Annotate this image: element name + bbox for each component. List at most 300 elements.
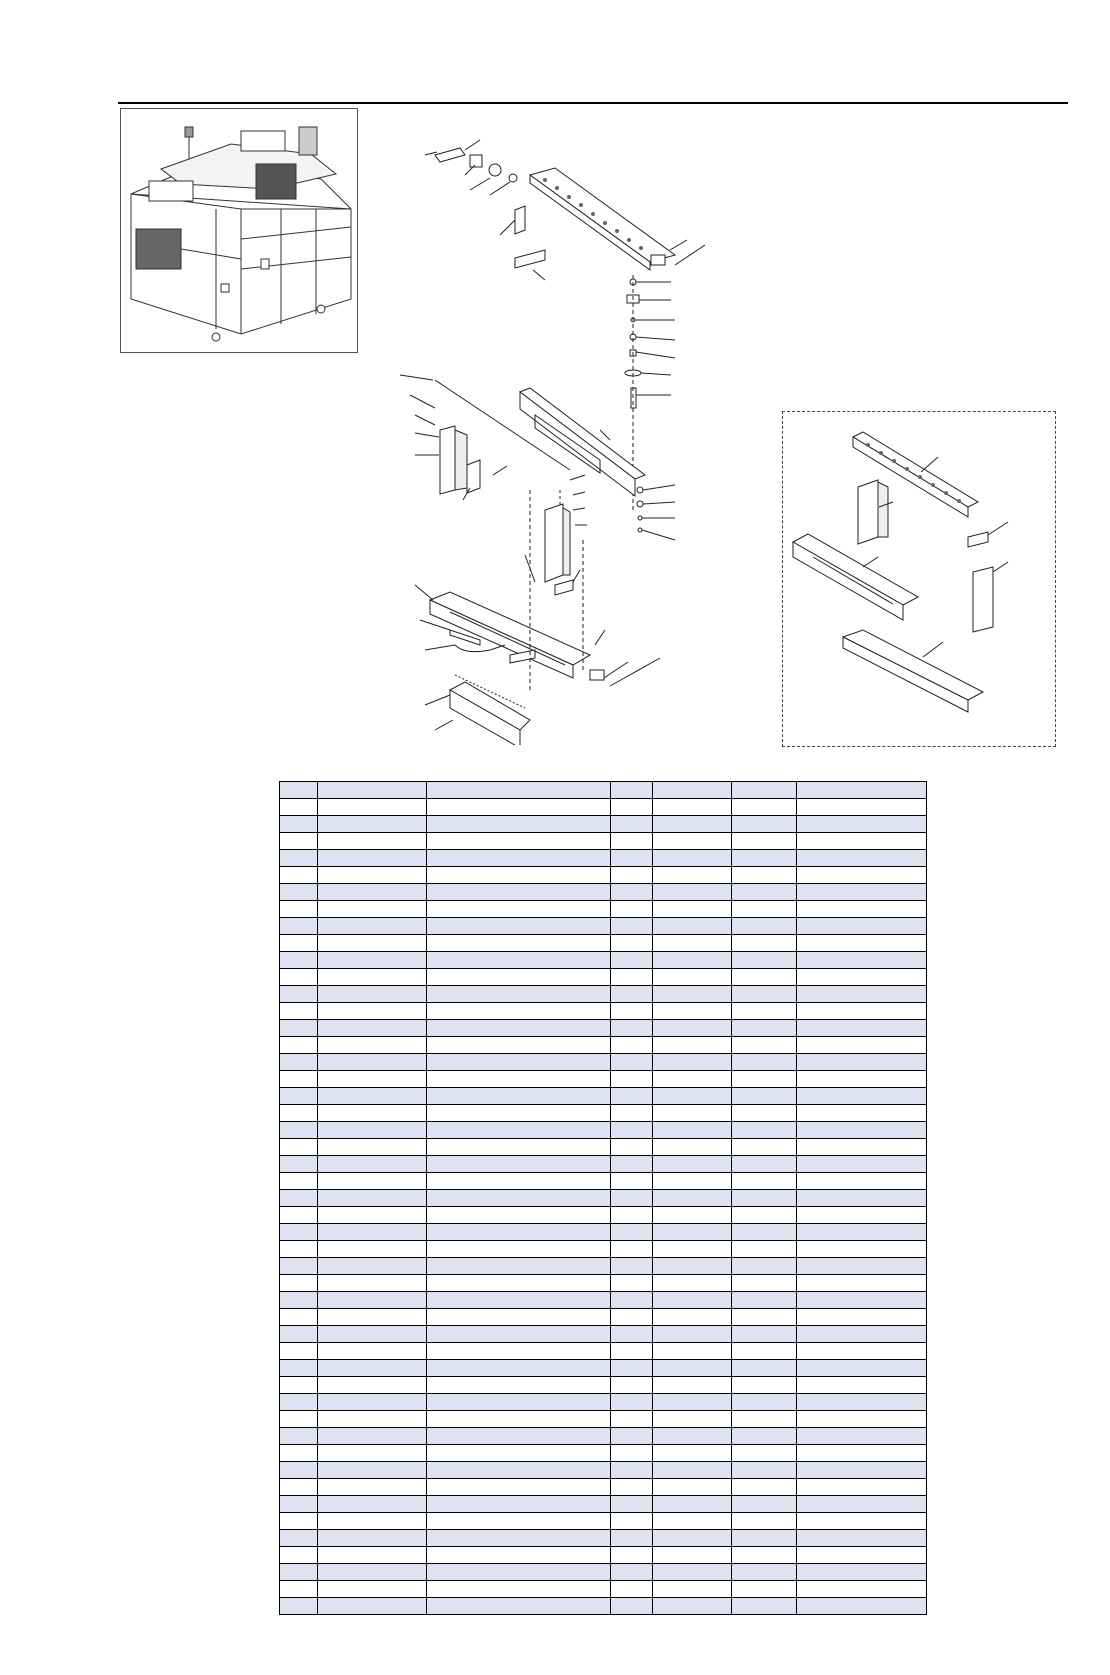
table-cell (427, 1479, 611, 1496)
table-cell (732, 1462, 797, 1479)
table-cell (732, 1088, 797, 1105)
table-cell (427, 1207, 611, 1224)
table-cell (318, 1275, 427, 1292)
table-row (280, 952, 927, 969)
table-cell (611, 1411, 653, 1428)
table-cell (653, 1207, 732, 1224)
table-cell (732, 1224, 797, 1241)
table-cell (611, 1122, 653, 1139)
parts-list-body (280, 782, 927, 1615)
table-cell (318, 1343, 427, 1360)
table-cell (427, 1054, 611, 1071)
table-cell (611, 901, 653, 918)
table-cell (732, 1105, 797, 1122)
table-cell (611, 1462, 653, 1479)
table-cell (611, 1020, 653, 1037)
table-cell (797, 1054, 927, 1071)
table-cell (427, 1326, 611, 1343)
table-cell (427, 1343, 611, 1360)
table-row (280, 1054, 927, 1071)
table-cell (280, 1173, 318, 1190)
table-cell (318, 1547, 427, 1564)
table-cell (318, 1496, 427, 1513)
table-cell (797, 1105, 927, 1122)
table-row (280, 1530, 927, 1547)
table-cell (797, 1173, 927, 1190)
table-cell (318, 1598, 427, 1615)
table-cell (427, 867, 611, 884)
table-cell (732, 1394, 797, 1411)
table-cell (280, 1513, 318, 1530)
table-cell (280, 969, 318, 986)
table-row (280, 1207, 927, 1224)
table-cell (427, 1275, 611, 1292)
table-cell (611, 918, 653, 935)
table-cell (318, 1207, 427, 1224)
table-cell (653, 1020, 732, 1037)
table-cell (611, 867, 653, 884)
table-cell (611, 1445, 653, 1462)
table-row (280, 1513, 927, 1530)
table-cell (732, 986, 797, 1003)
table-cell (653, 867, 732, 884)
table-row (280, 1037, 927, 1054)
table-cell (611, 969, 653, 986)
table-cell (318, 799, 427, 816)
table-cell (318, 816, 427, 833)
table-cell (732, 1139, 797, 1156)
table-cell (280, 1275, 318, 1292)
table-cell (732, 816, 797, 833)
table-row (280, 850, 927, 867)
table-row (280, 1241, 927, 1258)
table-cell (318, 884, 427, 901)
table-row (280, 1360, 927, 1377)
table-cell (797, 1122, 927, 1139)
table-cell (611, 1156, 653, 1173)
table-cell (611, 1071, 653, 1088)
table-cell (611, 1292, 653, 1309)
table-cell (732, 1530, 797, 1547)
table-cell (653, 1071, 732, 1088)
table-cell (797, 884, 927, 901)
table-row (280, 1598, 927, 1615)
table-cell (797, 1343, 927, 1360)
table-cell (427, 1598, 611, 1615)
table-cell (653, 1190, 732, 1207)
table-cell (732, 1547, 797, 1564)
table-cell (653, 1326, 732, 1343)
table-row (280, 1156, 927, 1173)
table-cell (318, 867, 427, 884)
table-cell (427, 1122, 611, 1139)
machine-overview-thumbnail (120, 108, 358, 353)
table-cell (280, 850, 318, 867)
table-cell (280, 1343, 318, 1360)
table-cell (653, 1156, 732, 1173)
table-cell (653, 1292, 732, 1309)
table-cell (653, 1343, 732, 1360)
table-cell (653, 850, 732, 867)
table-cell (427, 1530, 611, 1547)
table-cell (611, 1224, 653, 1241)
table-cell (280, 1088, 318, 1105)
table-cell (280, 1326, 318, 1343)
table-cell (427, 969, 611, 986)
table-cell (611, 884, 653, 901)
table-cell (427, 833, 611, 850)
table-row (280, 1071, 927, 1088)
table-row (280, 1190, 927, 1207)
table-row (280, 1394, 927, 1411)
table-cell (732, 1071, 797, 1088)
table-cell (318, 1105, 427, 1122)
table-cell (732, 867, 797, 884)
table-cell (611, 1275, 653, 1292)
table-cell (280, 1581, 318, 1598)
table-cell (611, 1377, 653, 1394)
table-cell (318, 1173, 427, 1190)
table-cell (797, 1207, 927, 1224)
table-cell (318, 1309, 427, 1326)
table-cell (797, 1037, 927, 1054)
table-cell (427, 1513, 611, 1530)
table-cell (427, 782, 611, 799)
table-row (280, 1292, 927, 1309)
table-cell (797, 1003, 927, 1020)
table-cell (427, 1105, 611, 1122)
table-row (280, 1581, 927, 1598)
table-cell (427, 799, 611, 816)
table-cell (653, 816, 732, 833)
table-cell (280, 1394, 318, 1411)
table-cell (653, 1581, 732, 1598)
table-cell (318, 1054, 427, 1071)
table-row (280, 1020, 927, 1037)
table-cell (797, 986, 927, 1003)
table-cell (797, 782, 927, 799)
table-cell (280, 1224, 318, 1241)
table-cell (427, 1411, 611, 1428)
table-cell (280, 1122, 318, 1139)
table-cell (280, 1462, 318, 1479)
table-cell (611, 1428, 653, 1445)
table-cell (280, 1411, 318, 1428)
table-cell (611, 1207, 653, 1224)
table-cell (732, 1037, 797, 1054)
table-cell (732, 1513, 797, 1530)
table-cell (797, 918, 927, 935)
table-cell (318, 1241, 427, 1258)
table-cell (732, 1564, 797, 1581)
table-cell (653, 1309, 732, 1326)
table-cell (732, 1003, 797, 1020)
table-cell (611, 1394, 653, 1411)
table-cell (653, 1394, 732, 1411)
table-cell (318, 1564, 427, 1581)
table-cell (797, 1581, 927, 1598)
table-cell (797, 1360, 927, 1377)
table-cell (427, 986, 611, 1003)
table-cell (427, 935, 611, 952)
table-cell (797, 1564, 927, 1581)
table-cell (427, 1377, 611, 1394)
table-row (280, 884, 927, 901)
table-cell (280, 833, 318, 850)
table-cell (797, 1496, 927, 1513)
table-cell (280, 1360, 318, 1377)
table-cell (797, 867, 927, 884)
table-cell (732, 884, 797, 901)
table-cell (318, 969, 427, 986)
table-cell (280, 935, 318, 952)
table-cell (732, 952, 797, 969)
table-cell (427, 1224, 611, 1241)
table-row (280, 918, 927, 935)
table-cell (797, 799, 927, 816)
parts-list-table (279, 781, 927, 1615)
table-cell (732, 1241, 797, 1258)
table-cell (318, 1394, 427, 1411)
table-cell (797, 1309, 927, 1326)
table-cell (427, 1394, 611, 1411)
table-cell (318, 1292, 427, 1309)
table-cell (427, 1190, 611, 1207)
header-rule (118, 102, 1068, 104)
table-row (280, 1479, 927, 1496)
table-row (280, 1343, 927, 1360)
table-cell (797, 1139, 927, 1156)
table-cell (732, 1411, 797, 1428)
table-cell (611, 850, 653, 867)
table-row (280, 1547, 927, 1564)
table-row (280, 935, 927, 952)
table-cell (318, 1190, 427, 1207)
table-row (280, 833, 927, 850)
table-row (280, 969, 927, 986)
table-cell (318, 1360, 427, 1377)
table-cell (797, 1020, 927, 1037)
table-cell (427, 1581, 611, 1598)
table-cell (318, 986, 427, 1003)
table-cell (427, 1241, 611, 1258)
table-cell (653, 1428, 732, 1445)
table-cell (611, 1564, 653, 1581)
table-cell (427, 816, 611, 833)
table-cell (797, 901, 927, 918)
table-cell (280, 1020, 318, 1037)
table-row (280, 1122, 927, 1139)
table-cell (732, 1360, 797, 1377)
table-cell (280, 1037, 318, 1054)
table-cell (732, 901, 797, 918)
table-cell (732, 1207, 797, 1224)
table-cell (280, 1156, 318, 1173)
table-cell (280, 1547, 318, 1564)
table-cell (427, 850, 611, 867)
table-cell (280, 799, 318, 816)
table-cell (797, 1088, 927, 1105)
table-cell (280, 782, 318, 799)
table-cell (732, 1122, 797, 1139)
table-cell (280, 952, 318, 969)
table-cell (797, 1411, 927, 1428)
table-cell (797, 1530, 927, 1547)
table-cell (653, 833, 732, 850)
table-cell (611, 799, 653, 816)
table-cell (318, 935, 427, 952)
table-cell (611, 935, 653, 952)
table-row (280, 1309, 927, 1326)
table-cell (653, 1173, 732, 1190)
table-cell (318, 1003, 427, 1020)
table-row (280, 1224, 927, 1241)
table-cell (653, 901, 732, 918)
table-cell (653, 1445, 732, 1462)
table-cell (611, 1190, 653, 1207)
table-cell (732, 1581, 797, 1598)
table-cell (797, 1394, 927, 1411)
table-cell (280, 867, 318, 884)
table-row (280, 1411, 927, 1428)
table-cell (427, 918, 611, 935)
table-cell (653, 1411, 732, 1428)
table-cell (280, 1241, 318, 1258)
table-cell (318, 1581, 427, 1598)
table-cell (280, 1292, 318, 1309)
table-cell (427, 1173, 611, 1190)
table-cell (653, 884, 732, 901)
table-cell (318, 1224, 427, 1241)
table-row (280, 1496, 927, 1513)
table-row (280, 1003, 927, 1020)
table-cell (797, 1547, 927, 1564)
table-cell (280, 986, 318, 1003)
table-cell (797, 1241, 927, 1258)
table-cell (797, 969, 927, 986)
table-cell (280, 1428, 318, 1445)
table-cell (318, 1020, 427, 1037)
table-cell (732, 1173, 797, 1190)
table-cell (427, 901, 611, 918)
table-cell (318, 1462, 427, 1479)
table-cell (280, 1479, 318, 1496)
table-cell (732, 935, 797, 952)
table-cell (732, 1190, 797, 1207)
table-cell (653, 1360, 732, 1377)
table-row (280, 799, 927, 816)
table-cell (653, 1037, 732, 1054)
table-row (280, 1445, 927, 1462)
table-cell (797, 1258, 927, 1275)
table-cell (653, 1139, 732, 1156)
table-row (280, 1258, 927, 1275)
table-cell (318, 1326, 427, 1343)
table-cell (318, 1428, 427, 1445)
table-cell (611, 1326, 653, 1343)
table-cell (318, 918, 427, 935)
table-cell (653, 1105, 732, 1122)
table-cell (797, 1224, 927, 1241)
table-cell (280, 901, 318, 918)
table-cell (732, 799, 797, 816)
table-cell (653, 1088, 732, 1105)
table-cell (318, 850, 427, 867)
table-cell (732, 1377, 797, 1394)
table-cell (611, 1513, 653, 1530)
table-cell (611, 1139, 653, 1156)
table-cell (427, 1564, 611, 1581)
table-cell (797, 1445, 927, 1462)
table-cell (797, 1462, 927, 1479)
table-cell (611, 1598, 653, 1615)
table-cell (280, 1496, 318, 1513)
table-cell (427, 1462, 611, 1479)
table-cell (318, 833, 427, 850)
table-cell (732, 782, 797, 799)
table-cell (653, 1224, 732, 1241)
table-cell (797, 850, 927, 867)
table-cell (280, 1377, 318, 1394)
table-cell (318, 1377, 427, 1394)
table-cell (797, 1513, 927, 1530)
table-cell (653, 1275, 732, 1292)
table-cell (427, 1547, 611, 1564)
table-cell (611, 1581, 653, 1598)
exploded-parts-diagram (395, 130, 735, 745)
table-cell (611, 1258, 653, 1275)
table-cell (318, 901, 427, 918)
table-cell (797, 1275, 927, 1292)
table-cell (427, 1156, 611, 1173)
table-row (280, 1462, 927, 1479)
table-cell (280, 816, 318, 833)
table-cell (318, 1479, 427, 1496)
table-cell (611, 1241, 653, 1258)
table-row (280, 1105, 927, 1122)
table-cell (427, 1020, 611, 1037)
table-cell (611, 1173, 653, 1190)
table-row (280, 1275, 927, 1292)
frame-assembly-exploded-icon (395, 130, 735, 745)
table-cell (653, 969, 732, 986)
table-cell (427, 952, 611, 969)
table-cell (732, 833, 797, 850)
table-cell (797, 1071, 927, 1088)
table-cell (611, 986, 653, 1003)
table-cell (653, 1122, 732, 1139)
table-cell (611, 1530, 653, 1547)
table-cell (318, 1530, 427, 1547)
table-cell (280, 918, 318, 935)
table-cell (732, 1292, 797, 1309)
table-cell (732, 1020, 797, 1037)
table-cell (427, 1360, 611, 1377)
table-row (280, 901, 927, 918)
table-cell (797, 1292, 927, 1309)
table-row (280, 1428, 927, 1445)
table-row (280, 782, 927, 799)
table-cell (732, 1598, 797, 1615)
table-cell (732, 1054, 797, 1071)
table-cell (280, 1564, 318, 1581)
table-cell (427, 884, 611, 901)
table-cell (732, 1275, 797, 1292)
table-cell (318, 1088, 427, 1105)
table-cell (427, 1258, 611, 1275)
table-cell (611, 1309, 653, 1326)
table-cell (280, 1598, 318, 1615)
